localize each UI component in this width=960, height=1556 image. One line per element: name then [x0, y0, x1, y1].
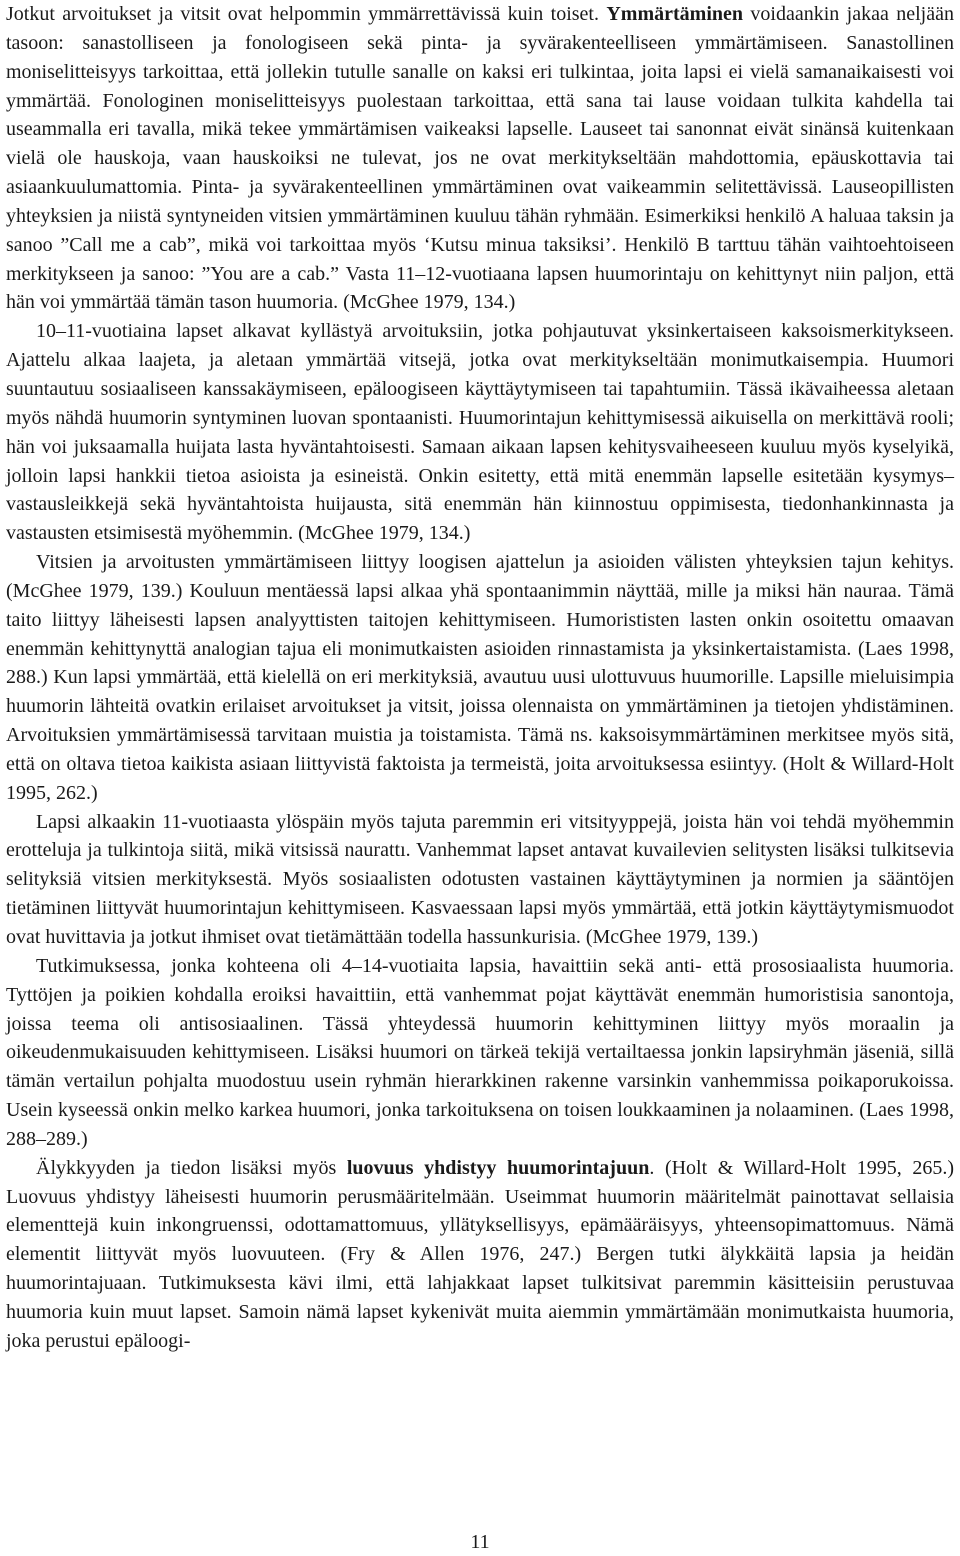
text-run: 10–11-vuotiaina lapset alkavat kyllästyä arvoituksiin, jotka pohjautuvat yksinkertaiseen kaksoismerkitykseen. Ajattelu alkaa laajeta, ja aletaan ymmärtää vitsejä, jotka ovat merkitykseltään monimutkaisempia. Huumori suuntautuu sosiaaliseen kanssakäymiseen, epäloogiseen käyttäytymiseen tai tapahtumiin. Tässä ikävaiheessa aletaan myös nähdä huumorin syntyminen luovan spontaanisti. Huumorintajun kehittymisessä aikuisella on merkittävä rooli; hän voi juksaamalla huijata lasta hyväntahtoisesti. Samaan aikaan lapsen kehitysvaiheeseen kuuluu myös kyselyikä, jolloin lapsi hankkii tietoa asioista ja esineistä. Onkin esitetty, että mitä enemmän lapselle esitetään kysymys–vastausleikkejä sekä hyväntahtoista huijausta, sitä enemmän hän kiinnostuu oppimisesta, tiedonhankinnasta ja vastausten etsimisestä myöhemmin. (McGhee 1979, 134.)	[6, 320, 954, 545]
text-run: Jotkut arvoitukset ja vitsit ovat helpommin ymmärrettävissä kuin toiset.	[6, 3, 607, 25]
paragraph-prosocial-humor	[6, 952, 954, 1154]
text-run: . (Holt & Willard-Holt 1995, 265.) Luovuus yhdistyy läheisesti huumorin perusmääritelmään. Useimmat huumorin määritelmät painottavat sellaisia elementtejä kuin inkongruenssi, odottamattomuus, yllätyksellisyys, epämääräisyys, yhteensopimattomuus. Nämä elementit liittyvät myös luovuuteen. (Fry & Allen 1976, 247.) Bergen tutki älykkäitä lapsia ja heidän huumorintajuaan. Tutkimuksesta kävi ilmi, että lahjakkaat lapset tulkitsivat paremmin käsitteisiin perustuvaa huumoria kuin muut lapset. Samoin nämä lapset kykenivät muita aiemmin ymmärtämään monimutkaista huumoria, joka perustui epäloogi-	[6, 1156, 954, 1352]
text-run: Vitsien ja arvoitusten ymmärtämiseen liittyy loogisen ajattelun ja asioiden välisten yhteyksien tajun kehitys. (McGhee 1979, 139.) Kouluun mentäessä lapsi alkaa yhä spontaanimmin näyttää, mille ja miksi hän nauraa. Tämä taito liittyy läheisesti lapsen analyyttisten taitojen kehittymiseen. Humorististen lasten onkin osoitettu omaavan enemmän kehittynyttä analogian tajua eli monimutkaisten asioiden rinnastamista ja yksinkertaistamista. (Laes 1998, 288.) Kun lapsi ymmärtää, että kielellä on eri merkityksiä, avautuu uusi ulottuvuus huumorille. Lapsille mieluisimpia huumorin lähteitä ovatkin erilaiset arvoitukset ja vitsit, joissa olennaista on ymmärtäminen ja tietojen yhdistäminen. Arvoituksien ymmärtämisessä tarvitaan muistia ja toistamista. Tämä ns. kaksoisymmärtäminen merkitsee myös sitä, että on oltava tietoa kaikista asiaan liittyvistä faktoista ja termeistä, joita arvoituksessa esiintyy. (Holt & Willard-Holt 1995, 262.)	[6, 551, 954, 804]
text-run: Älykkyyden ja tiedon lisäksi myös	[36, 1156, 347, 1179]
page-number: 11	[470, 1531, 490, 1553]
paragraph-understanding-levels	[6, 0, 954, 317]
paragraph-ages-10-11	[6, 317, 954, 548]
text-run: voidaankin jakaa neljään tasoon: sanastolliseen ja fonologiseen sekä pinta- ja syvärakenteelliseen ymmärtämiseen. Sanastollinen moniselitteisyys tarkoittaa, että jollekin tutulle sanalle on kaksi eri tulkintaa, joita lapsi ei vielä samanaikaisesti voi ymmärtää. Fonologinen moniselitteisyys puolestaan tarkoittaa, että sana tai lause voidaan tulkita kahdella tai useammalla eri tavalla, mikä tekee ymmärtämisen vaikeaksi lapselle. Lauseet tai sanonnat eivät sinänsä kuitenkaan vielä ole hauskoja, vaan hauskoiksi ne tulevat, jos ne ovat merkitykseltään mahdottomia, epäuskottavia tai asiaankuulumattomia. Pinta- ja syvärakenteellinen ymmärtäminen ovat vaikeammin selitettävissä. Lauseopillisten yhteyksien ja niistä syntyneiden vitsien ymmärtäminen kuuluu tähän ryhmään. Esimerkiksi henkilö A haluaa taksin ja sanoo ”Call me a cab”, mikä voi tarkoittaa myös ‘Kutsu minua taksiksi’. Henkilö B tarttuu tähän vaihtoehtoiseen merkitykseen ja sanoo: ”You are a cab.” Vasta 11–12-vuotiaana lapsen huumorintaju on kehittynyt niin paljon, että hän voi ymmärtää tämän tason huumoria. (McGhee 1979, 134.)	[6, 3, 954, 314]
paragraph-logical-thinking	[6, 548, 954, 808]
text-run: Tutkimuksessa, jonka kohteena oli 4–14-vuotiaita lapsia, havaittiin sekä anti- että prososiaalista huumoria. Tyttöjen ja poikien kohdalla eroiksi havaittiin, että vanhemmat pojat käyttävät enemmän humoristisia sanontoja, joissa teema oli antisosiaalinen. Tässä yhteydessä huumorin kehittyminen liittyy myös moraalin ja oikeudenmukaisuuden kehittymiseen. Lisäksi huumori on tärkeä tekijä vertailtaessa jonkin lapsiryhmän jäseniä, sillä tämän vertailun pohjalta muodostuu usein ryhmän hierarkkinen rakenne varsinkin vanhemmissa poikaporukoissa. Usein kyseessä onkin melko karkea huumori, jonka tarkoituksena on toisen loukkaaminen ja nolaaminen. (Laes 1998, 288–289.)	[6, 954, 954, 1150]
paragraph-creativity	[6, 1154, 954, 1356]
bold-term-creativity: luovuus yhdistyy huumorintajuun	[346, 1156, 650, 1179]
document-body	[6, 0, 954, 1356]
paragraph-joke-types	[6, 808, 954, 952]
text-run: Lapsi alkaakin 11-vuotiaasta ylöspäin myös tajuta paremmin eri vitsityyppejä, joista hän voi tehdä myöhemmin erotteluja ja tulkintoja siitä, mikä vitsissä naurattı. Vanhemmat lapset antavat kuvailevien selitysten lisäksi tulkitsevia selityksiä vitsien merkityksestä. Myös sosiaalisten odotusten vastainen käyttäytyminen ja normien ja sääntöjen tietäminen liittyvät huumorintajun kehittymiseen. Kasvaessaan lapsi myös ymmärtää, että jotkin käyttäytymismuodot ovat huvittavia ja jotkut ihmiset ovat tietämättään todella hassunkurisia. (McGhee 1979, 139.)	[6, 810, 954, 948]
bold-term-ymmartaminen: Ymmärtäminen	[606, 3, 743, 25]
